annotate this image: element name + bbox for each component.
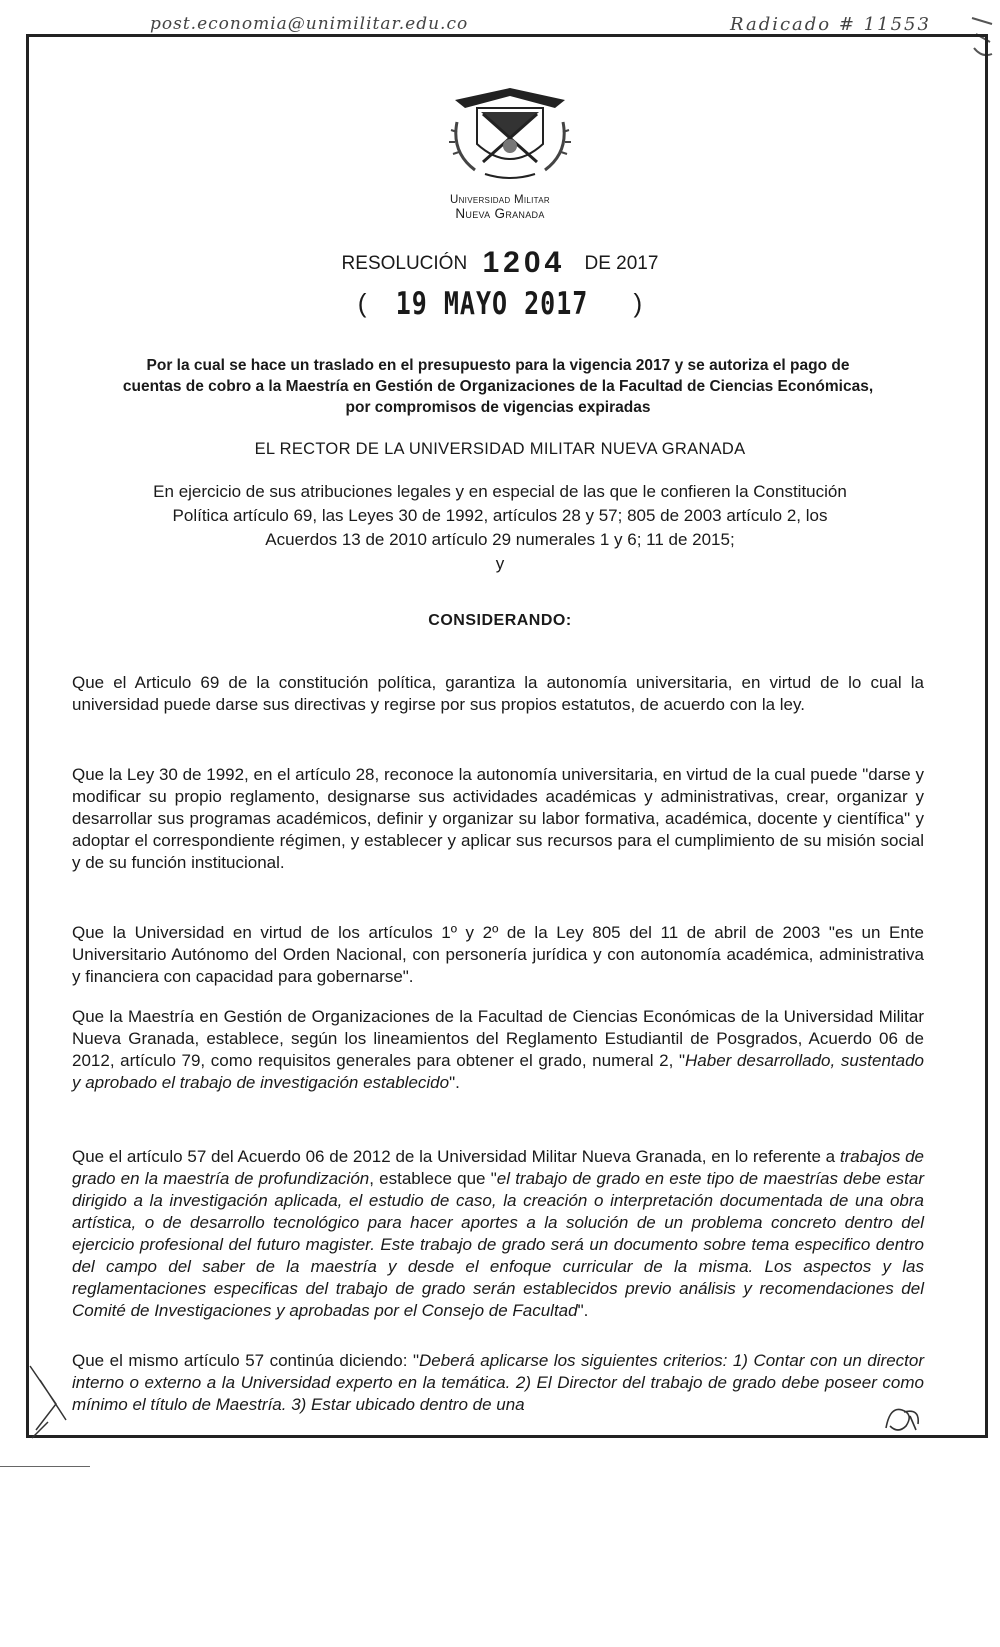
considering-paragraph-6: [72, 1350, 924, 1416]
resolution-year: DE 2017: [584, 253, 659, 274]
p6-quote: Deberá aplicarse los siguientes criterios: 1) Contar con un director interno o externo a la Universidad experto en la temática. 2) El Director del trabajo de grado debe poseer como mínimo el título de Maestría. 3) Estar ubicado dentro de una: [72, 1351, 924, 1414]
p4-quote: Haber desarrollado, sustentado y aprobado el trabajo de investigación establecido: [72, 1051, 924, 1092]
resolution-date: [0, 285, 1000, 322]
institution-name-line1: Universidad Militar: [450, 194, 550, 206]
p5-text-c: ".: [577, 1301, 589, 1320]
p4-text-b: ".: [449, 1073, 460, 1092]
resolution-label: RESOLUCIÓN: [341, 253, 468, 274]
p6-text-a: Que el mismo artículo 57 continúa diciendo: ": [72, 1351, 419, 1370]
p5-text-a: Que el artículo 57 del Acuerdo 06 de 2012 de la Universidad Militar Nueva Granada, en lo referente a: [72, 1147, 840, 1166]
university-crest-icon: [435, 82, 585, 192]
institution-name-line2: Nueva Granada: [455, 206, 545, 221]
considering-heading: CONSIDERANDO:: [428, 612, 572, 629]
considering-paragraph-1: Que el Articulo 69 de la constitución política, garantiza la autonomía universitaria, en virtud de lo cual la universidad puede darse sus directivas y regirse por sus propios estatutos, de acuerdo con la ley.: [72, 673, 924, 714]
resolution-number: 1204: [482, 246, 566, 279]
initials-mark: [880, 1402, 926, 1436]
legal-basis-text: En ejercicio de sus atribuciones legales y en especial de las que le confieren la Constitución Política artículo 69, las Leyes 30 de 1992, artículos 28 y 57; 805 de 2003 artículo 2, los Acuerdos 13 de 2010 artículo 29 numerales 1 y 6; 11 de 2015;: [153, 482, 847, 549]
considering-paragraph-4: [72, 1006, 924, 1094]
handwritten-radicado-note: Radicado # 11553: [730, 14, 931, 35]
p5-quote: el trabajo de grado en este tipo de maestrías debe estar dirigido a la investigación aplicada, el estudio de caso, la creación o interpretación documentada de una obra artística, o de desarrollo tecnológico para hacer aportes a la solución de un problema concreto dentro del ejercicio profesional del futuro magister. Este trabajo de grado será un documento sobre tema especifico dentro del campo del saber de la maestría y desde el enfoque curricular de la misma. Los aspectos y las reglamentaciones especificas del trabajo de grado serán establecidos previo análisis y recomendaciones del Comité de Investigaciones y aprobadas por el Consejo de Facultad: [72, 1169, 924, 1320]
resolution-header: [0, 246, 1000, 280]
signature-mark: [26, 1360, 86, 1440]
considering-paragraph-3: Que la Universidad en virtud de los artículos 1º y 2º de la Ley 805 del 11 de abril de 2003 "es un Ente Universitario Autónomo del Orden Nacional, con personería jurídica y con autonomía académica, administrativa y financiera con capacidad para gobernarse".: [72, 923, 924, 986]
issuer-heading: EL RECTOR DE LA UNIVERSIDAD MILITAR NUEVA GRANADA: [254, 440, 746, 458]
resolution-subject: Por la cual se hace un traslado en el presupuesto para la vigencia 2017 y se autoriza el pago de cuentas de cobro a la Maestría en Gestión de Organizaciones de la Facultad de Ciencias Económicas, por compromisos de vigencias expiradas: [122, 357, 874, 416]
institution-name: [400, 194, 600, 220]
considering-paragraph-2: Que la Ley 30 de 1992, en el artículo 28, reconoce la autonomía universitaria, en virtud de la cual puede "darse y modificar su propio reglamento, designarse sus actividades académicas y administrativas, crear, organizar y desarrollar sus programas académicos, definir y organizar su labor formativa, académica, docente y científica" y adoptar el correspondiente régimen, y establecer y aplicar sus recursos para el cumplimiento de su misión social y de su función institucional.: [72, 765, 924, 872]
legal-basis: [136, 480, 864, 576]
date-open-paren: (: [357, 288, 367, 318]
handwritten-email-note: post.economia@unimilitar.edu.co: [150, 14, 469, 34]
p4-text-a: Que la Maestría en Gestión de Organizaciones de la Facultad de Ciencias Económicas de la Universidad Militar Nueva Granada, establece, según los lineamientos del Reglamento Estudiantil de Posgrados, Acuerdo 06 de 2012, artículo 79, como requisitos generales para obtener el grado, numeral 2, ": [72, 1007, 924, 1070]
footer-rule: [0, 1466, 90, 1467]
p5-text-b: , establece que ": [369, 1169, 497, 1188]
date-stamp: 19 MAYO 2017: [395, 285, 589, 322]
date-close-paren: ): [633, 288, 643, 318]
p5-italic-term: trabajos de grado en la maestría de profundización: [72, 1147, 924, 1188]
considering-paragraph-5: [72, 1146, 924, 1322]
legal-basis-tail: y: [495, 554, 505, 573]
